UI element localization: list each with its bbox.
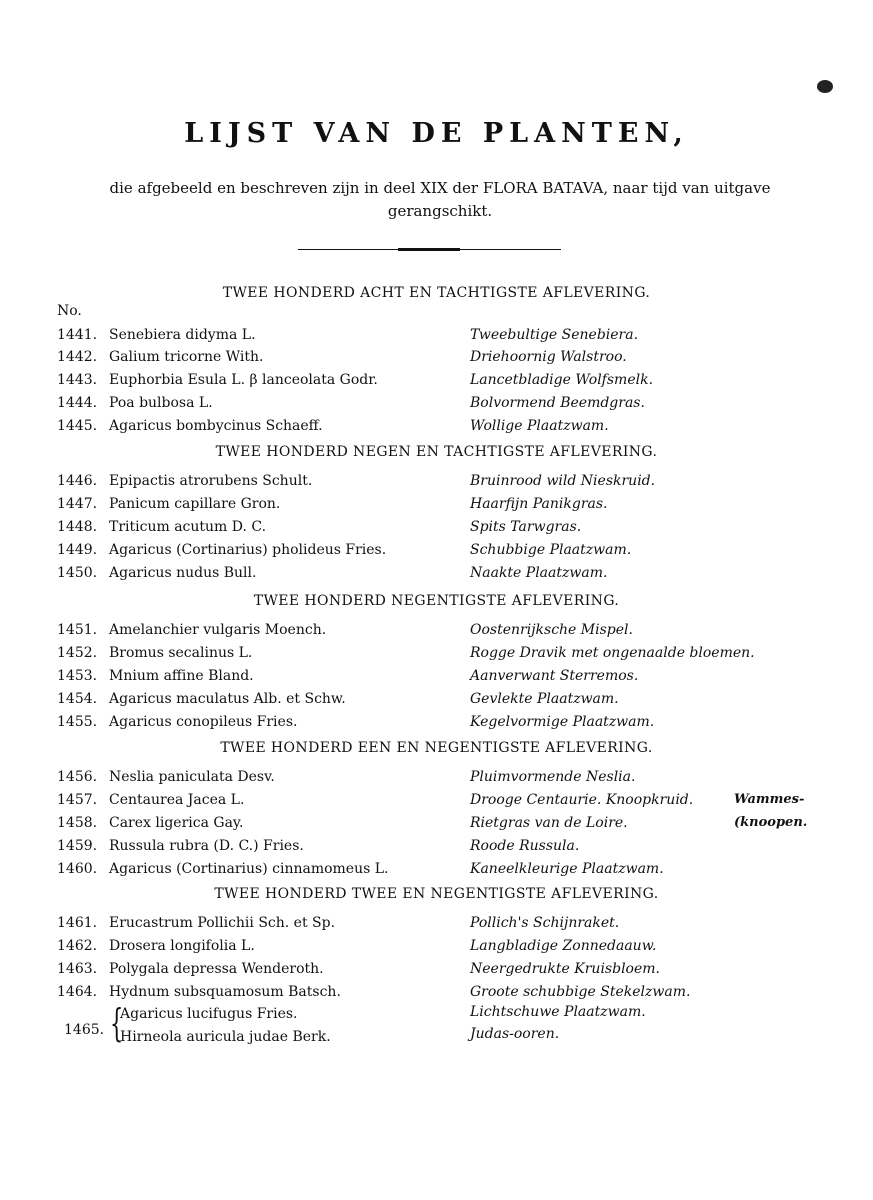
dutch-name: Pluimvormende Neslia. [470, 769, 636, 785]
ink-spot [817, 80, 833, 93]
dutch-name: Gevlekte Plaatzwam. [470, 691, 619, 707]
divider-rule-center [398, 248, 460, 251]
dutch-name: Rogge Dravik met ongenaalde bloemen. [470, 645, 755, 661]
entry-number: 1465. [64, 1022, 105, 1038]
dutch-name: Lichtschuwe Plaatzwam. [470, 1004, 646, 1020]
list-item [57, 645, 252, 667]
entry-number: 1444. [57, 395, 98, 411]
entry-number: 1455. [57, 714, 98, 730]
list-item [57, 714, 297, 736]
list-item [57, 418, 323, 440]
entry-number: 1461. [57, 915, 98, 931]
dutch-name: Kaneelkleurige Plaatzwam. [470, 861, 664, 877]
entry-number: 1451. [57, 622, 98, 638]
dutch-name: Lancetbladige Wolfsmelk. [470, 372, 654, 388]
dutch-name-extra: Wammes- [734, 792, 805, 807]
list-item [57, 961, 324, 983]
number-column-label: No. [57, 303, 82, 319]
list-item [57, 792, 244, 814]
brace-glyph: { [110, 1001, 124, 1045]
list-item [57, 915, 335, 937]
list-item [57, 938, 255, 960]
page-subtitle: die afgebeeld en beschreven zijn in deel XIX der FLORA BATAVA, naar tijd van uitgave gerangschikt. [109, 179, 771, 220]
latin-name: Senebiera didyma L. [109, 327, 256, 343]
entry-number: 1454. [57, 691, 98, 707]
entry-number: 1460. [57, 861, 98, 877]
dutch-name: Bolvormend Beemdgras. [470, 395, 645, 411]
entry-number: 1448. [57, 519, 98, 535]
dutch-name: Kegelvormige Plaatzwam. [470, 714, 655, 730]
dutch-name-extra: (knoopen. [734, 815, 808, 830]
entry-number: 1457. [57, 792, 98, 808]
latin-name: Agaricus (Cortinarius) cinnamomeus L. [109, 861, 389, 877]
latin-name: Agaricus conopileus Fries. [109, 714, 298, 730]
latin-name: Russula rubra (D. C.) Fries. [109, 838, 304, 854]
dutch-name: Naakte Plaatzwam. [470, 565, 608, 581]
entry-number: 1450. [57, 565, 98, 581]
page-title: LIJST VAN DE PLANTEN, [184, 118, 689, 149]
latin-name: Hydnum subsquamosum Batsch. [109, 984, 341, 1000]
latin-name: Centaurea Jacea L. [109, 792, 245, 808]
entry-number: 1447. [57, 496, 98, 512]
latin-name: Drosera longifolia L. [109, 938, 255, 954]
dutch-name: Groote schubbige Stekelzwam. [470, 984, 691, 1000]
dutch-name: Bruinrood wild Nieskruid. [470, 473, 656, 489]
list-item [57, 691, 346, 713]
list-item [57, 327, 256, 349]
entry-number: 1446. [57, 473, 98, 489]
section-heading: TWEE HONDERD NEGENTIGSTE AFLEVERING. [253, 593, 620, 609]
entry-number: 1458. [57, 815, 98, 831]
dutch-name: Roode Russula. [470, 838, 580, 854]
dutch-name: Oostenrijksche Mispel. [470, 622, 633, 638]
entry-number: 1463. [57, 961, 98, 977]
latin-name: Epipactis atrorubens Schult. [109, 473, 313, 489]
latin-name: Agaricus maculatus Alb. et Schw. [109, 691, 346, 707]
list-item [57, 519, 266, 541]
dutch-name: Spits Tarwgras. [470, 519, 582, 535]
section-heading: TWEE HONDERD ACHT EN TACHTIGSTE AFLEVERING. [222, 285, 651, 301]
entry-number: 1443. [57, 372, 98, 388]
dutch-name: Aanverwant Sterremos. [470, 668, 639, 684]
dutch-name: Schubbige Plaatzwam. [470, 542, 632, 558]
latin-name: Agaricus nudus Bull. [109, 565, 257, 581]
latin-name: Hirneola auricula judae Berk. [120, 1029, 331, 1045]
latin-name: Euphorbia Esula L. β lanceolata Godr. [109, 372, 378, 388]
latin-name: Agaricus bombycinus Schaeff. [109, 418, 323, 434]
latin-name: Polygala depressa Wenderoth. [109, 961, 324, 977]
dutch-name: Rietgras van de Loire. [470, 815, 628, 831]
list-item [57, 984, 341, 1006]
list-item [57, 372, 378, 394]
latin-name: Poa bulbosa L. [109, 395, 213, 411]
latin-name: Mnium affine Bland. [109, 668, 254, 684]
list-item [57, 838, 304, 860]
list-item [57, 815, 243, 837]
latin-name: Carex ligerica Gay. [109, 815, 244, 831]
dutch-name: Pollich's Schijnraket. [470, 915, 620, 931]
list-item [57, 861, 389, 883]
list-item [57, 473, 312, 495]
list-item [57, 349, 263, 371]
list-item [57, 769, 275, 791]
dutch-name: Judas-ooren. [470, 1026, 560, 1042]
dutch-name: Neergedrukte Kruisbloem. [470, 961, 660, 977]
entry-number: 1442. [57, 349, 98, 365]
entry-number: 1464. [57, 984, 98, 1000]
list-item [57, 668, 254, 690]
dutch-name: Haarfijn Panikgras. [470, 496, 608, 512]
latin-name: Triticum acutum D. C. [109, 519, 267, 535]
list-item [57, 496, 280, 518]
entry-number: 1441. [57, 327, 98, 343]
list-item [57, 542, 386, 564]
entry-number: 1449. [57, 542, 98, 558]
dutch-name: Tweebultige Senebiera. [470, 327, 639, 343]
latin-name: Agaricus lucifugus Fries. [120, 1006, 298, 1022]
latin-name: Neslia paniculata Desv. [109, 769, 275, 785]
section-heading: TWEE HONDERD EEN EN NEGENTIGSTE AFLEVERING. [220, 740, 653, 756]
latin-name: Amelanchier vulgaris Moench. [109, 622, 327, 638]
entry-number: 1452. [57, 645, 98, 661]
latin-name: Galium tricorne With. [109, 349, 264, 365]
dutch-name: Wollige Plaatzwam. [470, 418, 609, 434]
latin-name: Erucastrum Pollichii Sch. et Sp. [109, 915, 336, 931]
latin-name: Panicum capillare Gron. [109, 496, 281, 512]
dutch-name: Langbladige Zonnedaauw. [470, 938, 657, 954]
dutch-name: Driehoornig Walstroo. [470, 349, 627, 365]
entry-number: 1459. [57, 838, 98, 854]
section-heading: TWEE HONDERD TWEE EN NEGENTIGSTE AFLEVERING. [214, 886, 659, 902]
latin-name: Agaricus (Cortinarius) pholideus Fries. [109, 542, 387, 558]
entry-number: 1456. [57, 769, 98, 785]
list-item [57, 622, 326, 644]
entry-number: 1453. [57, 668, 98, 684]
entry-number: 1445. [57, 418, 98, 434]
list-item [57, 395, 213, 417]
entry-number: 1462. [57, 938, 98, 954]
list-item [57, 565, 256, 587]
section-heading: TWEE HONDERD NEGEN EN TACHTIGSTE AFLEVERING. [215, 444, 658, 460]
latin-name: Bromus secalinus L. [109, 645, 253, 661]
dutch-name: Drooge Centaurie. Knoopkruid. [470, 792, 694, 808]
